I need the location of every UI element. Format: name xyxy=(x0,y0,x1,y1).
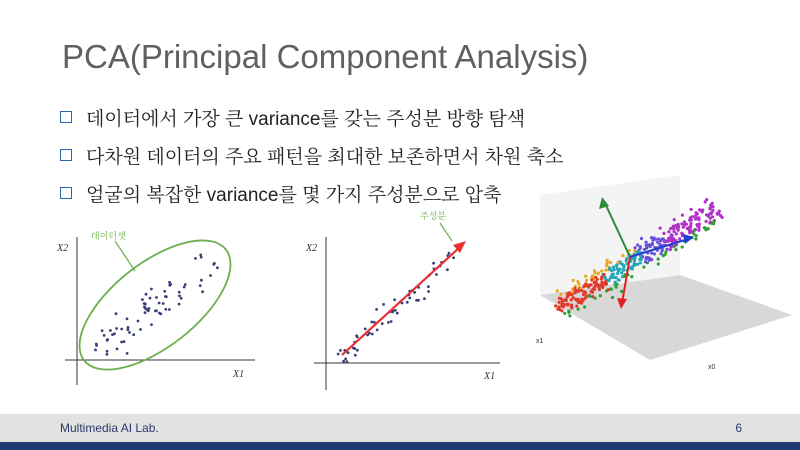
data-point xyxy=(139,328,142,331)
data-point xyxy=(126,352,129,355)
data-point xyxy=(371,333,374,336)
data-point xyxy=(446,268,449,271)
data-point xyxy=(564,298,567,301)
data-point xyxy=(697,229,700,232)
data-point xyxy=(145,293,148,296)
data-point xyxy=(575,305,578,308)
data-point xyxy=(448,252,451,255)
data-point xyxy=(636,243,639,246)
data-point xyxy=(689,225,692,228)
data-point xyxy=(622,269,625,272)
pca-3d-scatter-figure xyxy=(530,175,795,385)
data-point xyxy=(605,282,608,285)
data-point xyxy=(621,275,624,278)
data-point xyxy=(670,245,673,248)
data-point xyxy=(704,228,707,231)
data-point xyxy=(604,268,607,271)
data-point xyxy=(155,296,158,299)
data-point xyxy=(582,299,585,302)
data-point xyxy=(600,285,603,288)
data-point xyxy=(339,349,342,352)
data-point xyxy=(346,360,349,363)
data-point xyxy=(570,298,573,301)
data-point xyxy=(633,264,636,267)
data-point xyxy=(611,273,614,276)
data-point xyxy=(144,311,147,314)
data-point xyxy=(382,303,385,306)
data-point xyxy=(605,264,608,267)
annotation-leader xyxy=(440,223,452,241)
data-point xyxy=(634,246,637,249)
data-point xyxy=(164,308,167,311)
annotation-label: 주성분 xyxy=(420,211,447,221)
data-point xyxy=(709,220,712,223)
data-point xyxy=(150,323,153,326)
data-point xyxy=(452,256,455,259)
data-point xyxy=(413,291,416,294)
data-point xyxy=(120,328,123,331)
data-point xyxy=(164,295,167,298)
data-point xyxy=(201,290,204,293)
data-point xyxy=(690,230,693,233)
data-point xyxy=(587,285,590,288)
data-point xyxy=(123,340,126,343)
data-point xyxy=(630,275,633,278)
data-point xyxy=(678,237,681,240)
data-point xyxy=(599,294,602,297)
data-point xyxy=(106,338,109,341)
data-point xyxy=(184,283,187,286)
data-point xyxy=(721,216,724,219)
checkbox-bullet-icon xyxy=(60,149,72,161)
data-point xyxy=(194,257,197,260)
data-point xyxy=(574,287,577,290)
data-point xyxy=(417,299,420,302)
principal-component-figure xyxy=(300,205,510,395)
data-point xyxy=(584,291,587,294)
footer xyxy=(0,414,800,442)
data-point xyxy=(591,274,594,277)
data-point xyxy=(370,321,373,324)
data-point xyxy=(705,213,708,216)
data-point xyxy=(159,313,162,316)
data-point xyxy=(620,271,623,274)
data-point xyxy=(127,326,130,329)
dataset-ellipse xyxy=(58,225,252,394)
data-point xyxy=(645,241,648,244)
data-point xyxy=(668,239,671,242)
data-point xyxy=(143,305,146,308)
data-point xyxy=(681,245,684,248)
data-point xyxy=(562,303,565,306)
data-point xyxy=(665,240,668,243)
data-point xyxy=(657,257,660,260)
data-point xyxy=(618,278,621,281)
data-point xyxy=(585,279,588,282)
data-point xyxy=(432,262,435,265)
x-axis-label: X1 xyxy=(233,369,245,380)
data-point xyxy=(685,223,688,226)
data-point xyxy=(554,304,557,307)
data-point xyxy=(199,284,202,287)
data-point xyxy=(584,275,587,278)
data-point xyxy=(406,301,409,304)
data-point xyxy=(625,257,628,260)
data-point xyxy=(577,283,580,286)
data-point xyxy=(711,215,714,218)
data-point xyxy=(563,312,566,315)
data-point xyxy=(672,230,675,233)
data-point xyxy=(596,278,599,281)
data-point xyxy=(435,273,438,276)
data-point xyxy=(162,302,165,305)
data-point xyxy=(342,360,345,363)
data-point xyxy=(570,306,573,309)
data-point xyxy=(600,269,603,272)
data-point xyxy=(168,284,171,287)
data-point xyxy=(132,333,135,336)
data-point xyxy=(559,308,562,311)
data-point xyxy=(588,295,591,298)
data-point xyxy=(567,310,570,313)
data-point xyxy=(574,298,577,301)
data-point xyxy=(640,237,643,240)
data-point xyxy=(200,256,203,259)
data-point xyxy=(677,223,680,226)
data-point xyxy=(606,259,609,262)
data-point xyxy=(583,305,586,308)
data-point xyxy=(656,241,659,244)
data-point xyxy=(213,262,216,265)
data-point xyxy=(106,350,109,353)
data-point xyxy=(662,232,665,235)
data-point xyxy=(381,322,384,325)
data-point xyxy=(376,329,379,332)
data-point xyxy=(673,245,676,248)
data-point xyxy=(137,320,140,323)
data-point xyxy=(672,227,675,230)
data-point xyxy=(673,218,676,221)
data-point xyxy=(593,297,596,300)
data-point xyxy=(689,218,692,221)
data-point xyxy=(590,278,593,281)
bullet-item xyxy=(60,136,563,174)
data-point xyxy=(633,249,636,252)
data-point xyxy=(364,328,367,331)
data-point xyxy=(620,290,623,293)
data-point xyxy=(649,243,652,246)
data-point xyxy=(155,309,158,312)
data-point xyxy=(572,279,575,282)
data-point xyxy=(149,297,152,300)
dataset-scatter-figure xyxy=(55,225,270,395)
data-point xyxy=(103,334,106,337)
data-point xyxy=(717,212,720,215)
data-point xyxy=(694,237,697,240)
data-point xyxy=(690,208,693,211)
axis-label: x1 xyxy=(536,338,544,345)
data-point xyxy=(375,308,378,311)
data-point xyxy=(709,212,712,215)
data-point xyxy=(597,271,600,274)
data-point xyxy=(568,314,571,317)
data-point xyxy=(609,276,612,279)
data-point xyxy=(168,281,171,284)
data-point xyxy=(183,286,186,289)
data-point xyxy=(126,317,129,320)
data-point xyxy=(608,267,611,270)
data-point xyxy=(705,220,708,223)
data-point xyxy=(116,348,119,351)
data-point xyxy=(178,303,181,306)
page-number: 6 xyxy=(735,421,742,435)
data-point xyxy=(148,307,151,310)
data-point xyxy=(556,289,559,292)
checkbox-bullet-icon xyxy=(60,187,72,199)
data-point xyxy=(598,288,601,291)
data-point xyxy=(644,260,647,263)
data-point xyxy=(664,253,667,256)
data-point xyxy=(695,234,698,237)
data-point xyxy=(158,302,161,305)
data-point xyxy=(590,283,593,286)
data-points xyxy=(94,254,219,356)
data-point xyxy=(642,265,645,268)
data-point xyxy=(337,353,340,356)
data-point xyxy=(115,327,118,330)
data-point xyxy=(593,288,596,291)
data-point xyxy=(670,233,673,236)
data-point xyxy=(681,214,684,217)
data-point xyxy=(209,274,212,277)
data-point xyxy=(645,244,648,247)
data-point xyxy=(569,293,572,296)
data-point xyxy=(180,297,183,300)
data-point xyxy=(650,236,653,239)
data-point xyxy=(607,288,610,291)
data-point xyxy=(662,238,665,241)
data-point xyxy=(696,224,699,227)
data-point xyxy=(396,312,399,315)
data-point xyxy=(636,263,639,266)
annotation-leader xyxy=(115,241,135,271)
data-point xyxy=(639,261,642,264)
data-point xyxy=(680,222,683,225)
data-point xyxy=(675,232,678,235)
data-point xyxy=(355,334,358,337)
y-axis-label: X2 xyxy=(57,243,69,254)
data-point xyxy=(709,203,712,206)
bullet-text: 다차원 데이터의 주요 패턴을 최대한 보존하면서 차원 축소 xyxy=(86,146,564,168)
data-point xyxy=(94,349,97,352)
data-point xyxy=(393,298,396,301)
bullet-text: 얼굴의 복잡한 variance를 몇 가지 주성분으로 압축 xyxy=(86,184,502,206)
data-point xyxy=(593,271,596,274)
data-point xyxy=(697,218,700,221)
data-point xyxy=(352,347,355,350)
data-point xyxy=(101,329,104,332)
data-point xyxy=(580,289,583,292)
data-point xyxy=(356,349,359,352)
data-point xyxy=(150,288,153,291)
data-point xyxy=(390,320,393,323)
data-point xyxy=(115,312,118,315)
data-point xyxy=(704,200,707,203)
data-point xyxy=(609,261,612,264)
data-point xyxy=(640,258,643,261)
data-point xyxy=(559,293,562,296)
data-point xyxy=(689,222,692,225)
data-point xyxy=(610,288,613,291)
data-point xyxy=(120,341,123,344)
annotation-label: 데이터셋 xyxy=(91,231,126,241)
y-axis-label: X2 xyxy=(306,243,318,254)
data-point xyxy=(617,261,620,264)
data-point xyxy=(200,279,203,282)
data-point xyxy=(427,285,430,288)
data-point xyxy=(582,285,585,288)
x-axis-label: X1 xyxy=(484,371,496,382)
data-point xyxy=(128,331,131,334)
data-point xyxy=(574,291,577,294)
data-point xyxy=(659,227,662,230)
data-point xyxy=(178,291,181,294)
bullet-item xyxy=(60,98,563,136)
data-point xyxy=(665,248,668,251)
data-point xyxy=(615,264,618,267)
data-point xyxy=(387,321,390,324)
data-point xyxy=(141,298,144,301)
data-point xyxy=(216,266,219,269)
data-point xyxy=(612,266,615,269)
data-point xyxy=(577,308,580,311)
data-point xyxy=(427,290,430,293)
data-point xyxy=(423,297,426,300)
data-point xyxy=(615,283,618,286)
data-point xyxy=(698,208,701,211)
data-point xyxy=(667,230,670,233)
data-point xyxy=(633,257,636,260)
data-point xyxy=(178,295,181,298)
data-point xyxy=(143,302,146,305)
data-point xyxy=(585,295,588,298)
data-point xyxy=(621,263,624,266)
principal-axis-arrow xyxy=(342,247,460,355)
data-point xyxy=(394,309,397,312)
checkbox-bullet-icon xyxy=(60,111,72,123)
data-point xyxy=(669,227,672,230)
page-title: PCA(Principal Component Analysis) xyxy=(62,38,589,75)
data-point xyxy=(621,254,624,257)
data-point xyxy=(645,247,648,250)
data-point xyxy=(607,279,610,282)
data-point xyxy=(408,297,411,300)
data-point xyxy=(659,252,662,255)
data-point xyxy=(565,303,568,306)
data-point xyxy=(657,262,660,265)
data-point xyxy=(366,334,369,337)
data-point xyxy=(603,273,606,276)
data-point xyxy=(629,267,632,270)
data-point xyxy=(591,291,594,294)
data-point xyxy=(708,207,711,210)
data-point xyxy=(676,227,679,230)
data-point xyxy=(617,269,620,272)
bullet-text: 데이터에서 가장 큰 variance를 갖는 주성분 방향 탐색 xyxy=(86,108,526,130)
data-point xyxy=(561,300,564,303)
data-point xyxy=(106,353,109,356)
data-point xyxy=(109,329,112,332)
data-point xyxy=(95,343,98,346)
data-point xyxy=(558,297,561,300)
data-point xyxy=(669,236,672,239)
data-point xyxy=(558,301,561,304)
data-point xyxy=(168,308,171,311)
data-point xyxy=(659,239,662,242)
data-point xyxy=(344,358,347,361)
data-point xyxy=(113,332,116,335)
data-point xyxy=(674,248,677,251)
data-point xyxy=(694,217,697,220)
footer-lab-name: Multimedia AI Lab. xyxy=(60,421,159,435)
data-point xyxy=(673,239,676,242)
data-point xyxy=(145,308,148,311)
data-point xyxy=(584,282,587,285)
data-point xyxy=(611,296,614,299)
data-point xyxy=(612,276,615,279)
data-point xyxy=(650,258,653,261)
data-point xyxy=(163,290,166,293)
data-point xyxy=(650,252,653,255)
data-point xyxy=(580,302,583,305)
axis-label: x0 xyxy=(708,364,716,371)
data-point xyxy=(594,284,597,287)
data-point xyxy=(354,354,357,357)
bullet-list xyxy=(60,98,563,212)
footer-band xyxy=(0,442,800,450)
